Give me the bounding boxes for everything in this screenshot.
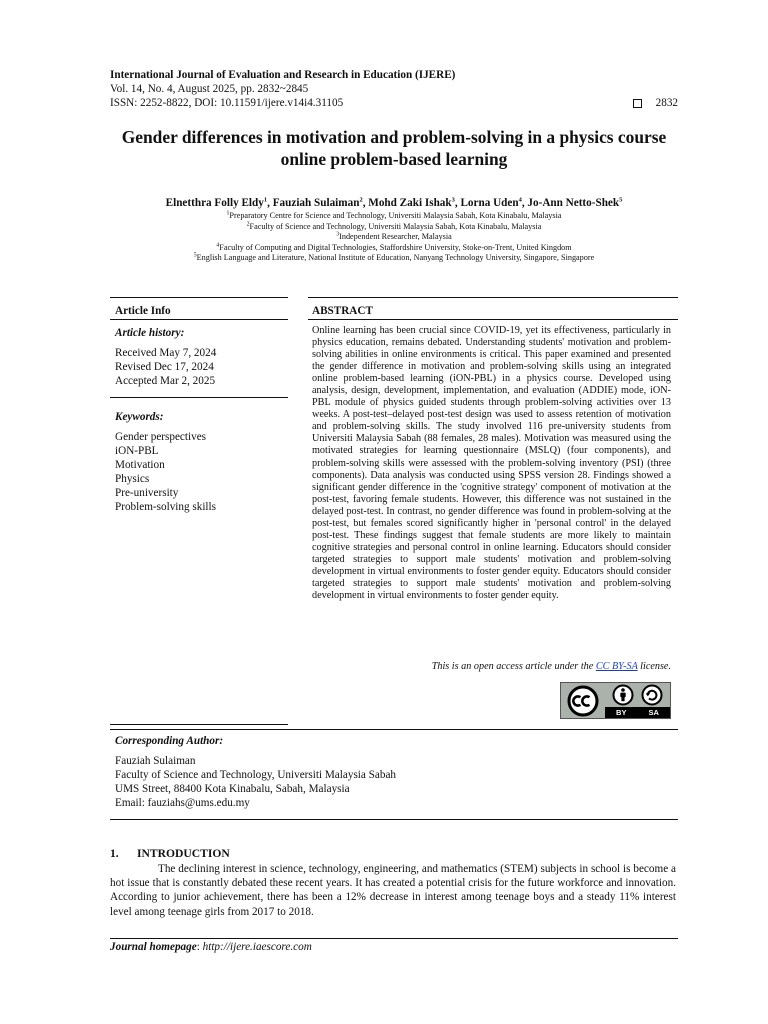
- info-top-rule: [110, 297, 288, 298]
- affiliation-list: [110, 211, 678, 264]
- accepted-date: Accepted Mar 2, 2025: [115, 375, 216, 387]
- section-number: 1.: [110, 847, 119, 860]
- introduction-paragraph: The declining interest in science, technology, engineering, and mathematics (STEM) subjects in school is become a hot issue that is constantly debated these recent years. It has created a potential crisis for the future workforce and innovation. According to junior achievement, there has been a 12% decrease in interest among teenage boys and a steady 11% interest level among teenage girls from 2017 to 2018.: [110, 863, 676, 918]
- info-sub-rule: [110, 319, 288, 320]
- keywords-heading: Keywords:: [115, 411, 164, 423]
- affiliation: $^3$Independent Researcher, Malaysia: [336, 231, 452, 242]
- issn-row: [110, 96, 678, 110]
- page-indicator: [633, 96, 678, 110]
- history-rule: [110, 397, 288, 398]
- cc-conditions: [605, 683, 670, 718]
- revised-date: Revised Dec 17, 2024: [115, 361, 214, 373]
- abstract-top-rule: [308, 297, 678, 298]
- homepage-url[interactable]: http://ijere.iaescore.com: [202, 941, 312, 953]
- page-number: 2832: [655, 97, 678, 109]
- cc-by-sa-link[interactable]: CC BY-SA: [595, 661, 638, 672]
- license-statement: This is an open access article under the CC BY-SA license.: [431, 661, 671, 672]
- article-history: [115, 327, 285, 388]
- keyword: Pre-university: [115, 487, 179, 499]
- share-alike-icon: [641, 684, 663, 706]
- abstract-text: Online learning has been crucial since COVID-19, yet its effectiveness, particularly in physics education, remains debated. Understanding students' motivation and problem-solving abilities in online environments is critical. This paper examined and presented the gender difference in motivation and problem-solving skills using an integrated online problem-based learning (iON-PBL) in a physics course. Developed using analysis, design, development, implementation, and evaluation (ADDIE) mode, iON-PBL module of physics guided students through problem-solving activities over 13 weeks. A post-test–delayed post-test design was used to assess retention of motivation and problem-solving skills. The study involved 116 pre-university students from Universiti Malaysia Sabah (88 females, 28 males). Motivation was measured using the motivated strategies for learning questionnaire (MSLQ) (four components), and problem-solving skills were assessed with the problem-solving inventory (PSI) (three components). Data analysis was conducted using SPSS version 28. Findings showed a significant gender difference in the 'cognitive strategy' component of motivation at the post-test, favoring female students. However, this difference was not sustained in the delayed post-test. In contrast, no gender difference was found in problem-solving at the post-test, but females scored significantly higher in 'personal control' in the delayed post-test. These findings suggest that female students are more likely to maintain cognitive strategies and personal control in online learning. Educators should consider targeted strategies to support male students' motivation and problem-solving development in virtual environments to foster gender equity. Educators should consider targeted strategies to support male students' motivation and problem-solving development in virtual environments to foster gender equity.: [312, 325, 671, 602]
- affiliation: $^1$Preparatory Centre for Science and Technology, Universiti Malaysia Sabah, Kota Kinabalu, Malaysia: [226, 210, 562, 220]
- keyword: iON-PBL: [115, 445, 159, 457]
- affiliation: $^4$Faculty of Computing and Digital Technologies, Staffordshire University, Stoke-on-Trent, United Kingdom: [216, 242, 572, 252]
- footer-rule: [110, 938, 678, 939]
- author: Mohd Zaki Ishak$^3$,: [368, 196, 461, 209]
- article-info: [115, 305, 285, 317]
- affiliation: $^2$Faculty of Science and Technology, Universiti Malaysia Sabah, Kota Kinabalu, Malaysia: [246, 220, 542, 231]
- journal-homepage: Journal homepage: http://ijere.iaescore.com: [110, 941, 312, 953]
- issn-doi: ISSN: 2252-8822, DOI: 10.11591/ijere.v14i4.31105: [110, 97, 344, 109]
- article-info-heading: Article Info: [115, 305, 171, 317]
- journal-name: International Journal of Evaluation and Research in Education (IJERE): [110, 69, 456, 81]
- affiliation: $^5$English Language and Literature, National Institute of Education, Nanyang Technology University, Singapore, Singapore: [193, 252, 595, 263]
- keywords-bottom-rule: [110, 724, 288, 725]
- received-date: Received May 7, 2024: [115, 347, 217, 359]
- author-list: [110, 196, 678, 210]
- keywords-block: [115, 411, 285, 514]
- corresponding-email: Email: fauziahs@ums.edu.my: [115, 797, 250, 809]
- history-heading: Article history:: [115, 327, 185, 339]
- author: Elnetthra Folly Eldy$^1$,: [165, 196, 273, 209]
- keyword: Motivation: [115, 459, 165, 471]
- attribution-person-icon: [612, 684, 634, 706]
- author: Lorna Uden$^4$,: [460, 196, 528, 209]
- journal-header: [110, 68, 678, 110]
- by-label: BY: [616, 708, 627, 717]
- keyword: Gender perspectives: [115, 431, 207, 443]
- volume-line: Vol. 14, No. 4, August 2025, pp. 2832~2845: [110, 83, 309, 95]
- corresponding-faculty: Faculty of Science and Technology, Universiti Malaysia Sabah: [115, 769, 397, 781]
- corresponding-author: [115, 734, 595, 810]
- cc-by-sa-badge[interactable]: [560, 682, 671, 719]
- creative-commons-icon: [565, 685, 601, 717]
- corr-bottom-rule: [110, 819, 678, 820]
- cc-logo: [561, 683, 605, 718]
- author: Jo-Ann Netto-Shek$^5$: [527, 196, 623, 209]
- corresponding-name: Fauziah Sulaiman: [115, 755, 196, 767]
- corr-rule: [110, 729, 678, 730]
- corresponding-address: UMS Street, 88400 Kota Kinabalu, Sabah, Malaysia: [115, 783, 350, 795]
- abstract-sub-rule: [308, 319, 678, 320]
- square-icon: [633, 99, 642, 108]
- keyword: Problem-solving skills: [115, 501, 217, 513]
- introduction-heading: [110, 847, 230, 860]
- sa-label: SA: [648, 708, 659, 717]
- abstract-heading: ABSTRACT: [312, 305, 373, 317]
- keyword: Physics: [115, 473, 150, 485]
- paper-title: Gender differences in motivation and problem-solving in a physics course online problem-based learning: [121, 127, 667, 169]
- homepage-label: Journal homepage: [110, 941, 197, 953]
- author: Fauziah Sulaiman$^2$,: [272, 196, 369, 209]
- corresponding-heading: Corresponding Author:: [115, 735, 224, 747]
- section-title: INTRODUCTION: [137, 847, 230, 860]
